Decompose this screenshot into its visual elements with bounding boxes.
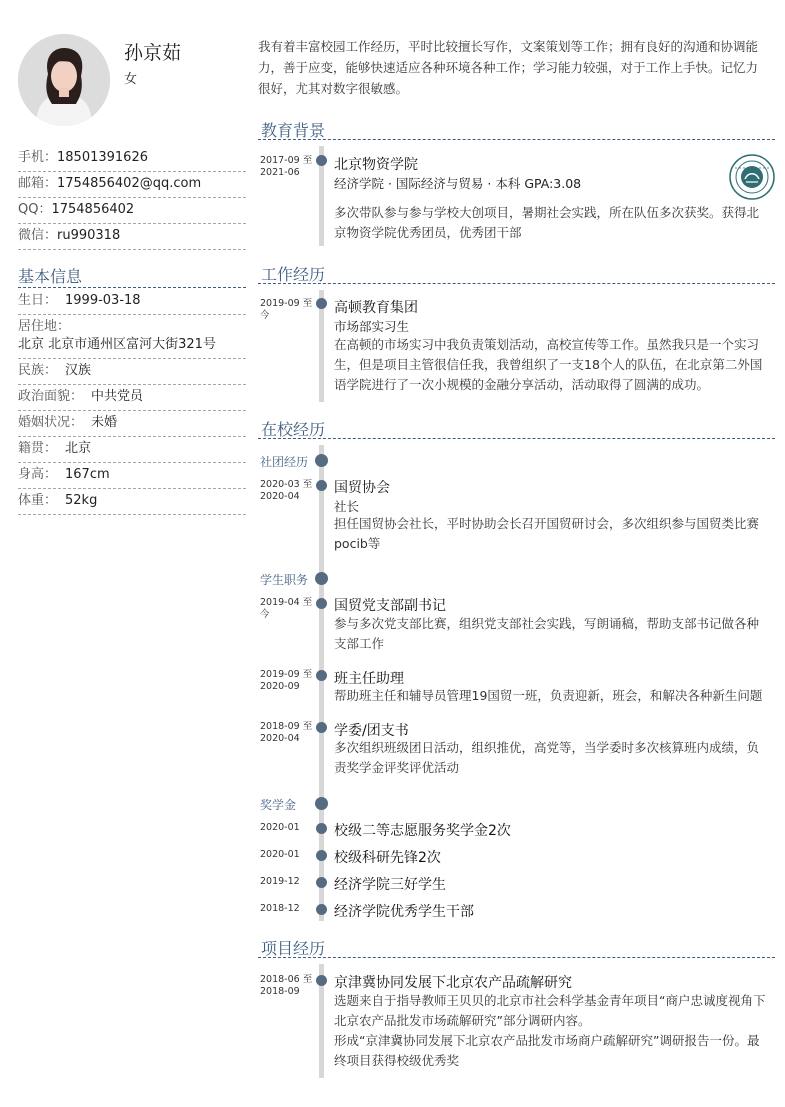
timeline-dot-icon xyxy=(316,877,327,888)
basic-marital xyxy=(18,411,246,437)
club-desc: 担任国贸协会社长，平时协助会长召开国贸研讨会，多次组织参与国贸类比赛pocib等 xyxy=(334,516,760,551)
award-label: 奖学金 xyxy=(260,798,297,812)
basic-label: 政治面貌： xyxy=(18,389,84,404)
post-desc: 多次组织班级团日活动，组织推优，高党等，当学委时多次核算班内成绩，负责奖学金评奖评优活动 xyxy=(334,740,760,775)
post-desc: 帮助班主任和辅导员管理19国贸一班，负责迎新，班会，和解决各种新生问题 xyxy=(334,688,763,703)
timeline-dot-icon xyxy=(316,480,327,491)
basic-ethnicity xyxy=(18,359,246,385)
contact-wechat xyxy=(18,224,246,250)
club-role: 社长 xyxy=(334,499,360,514)
basic-label: 身高： xyxy=(18,467,58,482)
contact-phone xyxy=(18,146,246,172)
timeline-dot-icon xyxy=(316,722,327,733)
basic-politics xyxy=(18,385,246,411)
award-date: 2020-01 xyxy=(260,822,300,833)
basic-value: 北京 xyxy=(65,441,92,456)
education-divider xyxy=(258,139,775,140)
contact-value: 1754856402@qq.com xyxy=(57,176,202,191)
contact-label: 微信： xyxy=(18,228,58,243)
basic-birth xyxy=(18,289,246,315)
basic-weight xyxy=(18,489,246,515)
profile-photo-icon xyxy=(18,34,110,126)
contact-list xyxy=(18,146,246,250)
post-label: 学生职务 xyxy=(260,573,309,587)
section-dot-icon xyxy=(315,797,328,810)
contact-value: ru990318 xyxy=(57,228,121,243)
timeline-dot-icon xyxy=(316,850,327,861)
contact-qq xyxy=(18,198,246,224)
basic-value: 167cm xyxy=(65,467,110,482)
work-date: 2019-09 至 今 xyxy=(260,298,313,321)
basic-value: 中共党员 xyxy=(91,389,144,404)
basic-info-divider xyxy=(18,287,246,288)
campus-divider xyxy=(258,438,775,439)
education-major: 经济学院 · 国际经济与贸易 · 本科 GPA:3.08 xyxy=(334,176,582,191)
education-date: 2017-09 至 2021-06 xyxy=(260,155,313,178)
basic-label: 体重： xyxy=(18,493,58,508)
education-school: 北京物资学院 xyxy=(334,157,418,173)
basic-native xyxy=(18,437,246,463)
education-desc: 多次带队参与参与学校大创项目，暑期社会实践，所在队伍多次获奖。获得北京物资学院优秀团员，优秀团干部 xyxy=(334,205,760,240)
contact-value: 1754856402 xyxy=(51,202,135,217)
contact-value: 18501391626 xyxy=(57,150,148,165)
campus-title: 在校经历 xyxy=(261,420,326,439)
contact-label: 邮箱： xyxy=(18,176,58,191)
award-name: 校级科研先锋2次 xyxy=(334,850,441,866)
contact-label: QQ： xyxy=(18,202,52,217)
project-name: 京津冀协同发展下北京农产品疏解研究 xyxy=(334,975,572,991)
timeline-dot-icon xyxy=(316,670,327,681)
work-title: 工作经历 xyxy=(261,265,326,284)
club-label: 社团经历 xyxy=(260,455,309,469)
post-date: 2018-09 至 2020-04 xyxy=(260,721,313,744)
award-date: 2020-01 xyxy=(260,849,300,860)
timeline-dot-icon xyxy=(316,298,327,309)
post-name: 班主任助理 xyxy=(334,671,404,687)
work-divider xyxy=(258,283,775,284)
project-desc: 选题来自于指导教师王贝贝的北京市社会科学基金青年项目“商户忠诚度视角下北京农产品批发市场疏解研究”部分调研内容。 形成“京津冀协同发展下北京农产品批发市场商户疏解研究”调研报告一份。最终项目获得校级优秀奖 xyxy=(334,993,766,1068)
club-date: 2020-03 至 2020-04 xyxy=(260,479,313,502)
basic-label: 婚姻状况： xyxy=(18,415,84,430)
award-date: 2018-12 xyxy=(260,903,300,914)
avatar xyxy=(18,34,110,126)
section-dot-icon xyxy=(315,572,328,585)
post-name: 国贸党支部副书记 xyxy=(334,598,446,614)
section-dot-icon xyxy=(315,454,328,467)
work-desc: 在高顿的市场实习中我负责策划活动，高校宣传等工作。虽然我只是一个实习生，但是项目主管很信任我，我曾组织了一支18个人的队伍，在北京第二外国语学院进行了一次小规模的金融分享活动，活动取得了圆满的成功。 xyxy=(334,337,763,392)
basic-value: 52kg xyxy=(65,493,98,508)
contact-label: 手机： xyxy=(18,150,58,165)
basic-label: 居住地： xyxy=(18,319,71,334)
timeline-dot-icon xyxy=(316,598,327,609)
basic-label: 民族： xyxy=(18,363,58,378)
basic-value: 北京 北京市通州区富河大街321号 xyxy=(18,337,216,352)
award-name: 经济学院三好学生 xyxy=(334,877,446,893)
timeline-dot-icon xyxy=(316,823,327,834)
post-desc: 参与多次党支部比赛，组织党支部社会实践，写朗诵稿，帮助支部书记做各种支部工作 xyxy=(334,616,760,651)
award-date: 2019-12 xyxy=(260,876,300,887)
school-logo-icon xyxy=(729,154,775,200)
award-name: 经济学院优秀学生干部 xyxy=(334,904,474,920)
work-role: 市场部实习生 xyxy=(334,319,410,334)
club-name: 国贸协会 xyxy=(334,480,390,496)
work-company: 高顿教育集团 xyxy=(334,300,418,316)
post-name: 学委/团支书 xyxy=(334,723,409,739)
project-title: 项目经历 xyxy=(261,939,326,958)
timeline-dot-icon xyxy=(316,904,327,915)
contact-email xyxy=(18,172,246,198)
person-gender: 女 xyxy=(124,72,138,87)
basic-address xyxy=(18,315,246,359)
person-name: 孙京茹 xyxy=(124,42,182,64)
basic-info-title: 基本信息 xyxy=(18,267,83,286)
basic-value: 1999-03-18 xyxy=(65,293,141,308)
award-name: 校级二等志愿服务奖学金2次 xyxy=(334,823,511,839)
basic-height xyxy=(18,463,246,489)
self-summary: 我有着丰富校园工作经历，平时比较擅长写作，文案策划等工作；拥有良好的沟通和协调能力，善于应变，能够快速适应各种环境各种工作；学习能力较强，对于工作上手快。记忆力很好，尤其对数字很敏感。 xyxy=(258,39,759,96)
timeline-dot-icon xyxy=(316,155,327,166)
basic-info-list xyxy=(18,289,246,515)
basic-label: 籍贯： xyxy=(18,441,58,456)
post-date: 2019-04 至 今 xyxy=(260,597,313,620)
project-divider xyxy=(258,957,775,958)
timeline-dot-icon xyxy=(316,975,327,986)
education-title: 教育背景 xyxy=(261,121,326,140)
basic-value: 未婚 xyxy=(91,415,118,430)
post-date: 2019-09 至 2020-09 xyxy=(260,669,313,692)
project-date: 2018-06 至 2018-09 xyxy=(260,974,313,997)
basic-label: 生日： xyxy=(18,293,58,308)
basic-value: 汉族 xyxy=(65,363,92,378)
